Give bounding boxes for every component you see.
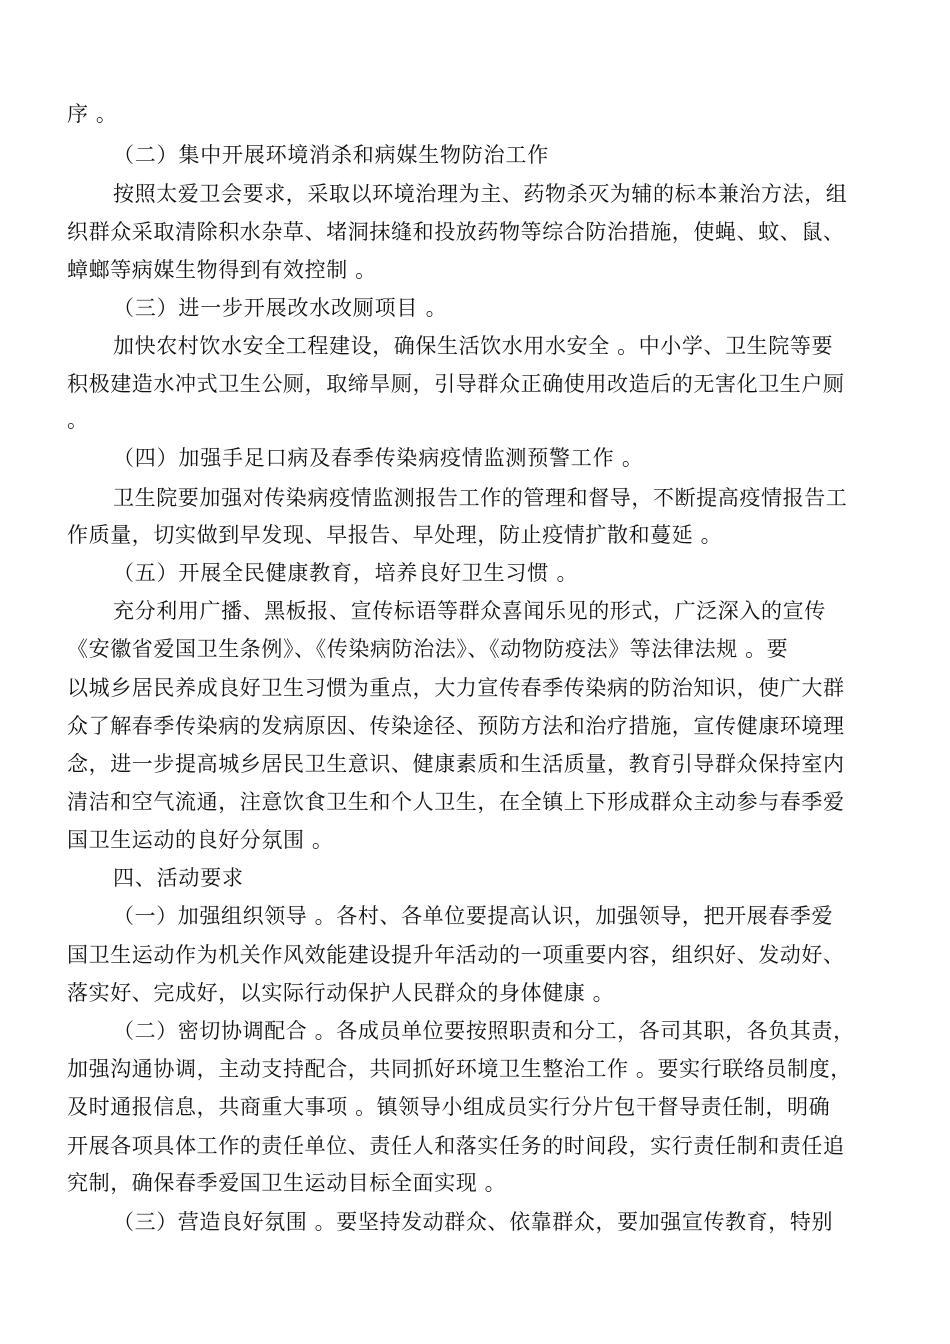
paragraph-line: 清洁和空气流通，注意饮食卫生和个人卫生，在全镇上下形成群众主动参与春季爱 <box>67 790 845 814</box>
paragraph-line: 加强沟通协调，主动支持配合，共同抓好环境卫生整治工作 。要实行联络员制度， <box>67 1057 852 1081</box>
paragraph-line: 念，进一步提高城乡居民卫生意识、健康素质和生活质量，教育引导群众保持室内 <box>67 752 845 776</box>
paragraph-line: 众了解春季传染病的发病原因、传染途径、预防方法和治疗措施，宣传健康环境理 <box>67 714 845 738</box>
paragraph-line: （一）加强组织领导 。各村、各单位要提高认识，加强领导，把开展春季爱 <box>113 904 834 928</box>
paragraph-line: （三）营造良好氛围 。要坚持发动群众、依靠群众，要加强宣传教育，特别 <box>113 1210 834 1234</box>
paragraph-line: 国卫生运动的良好分氛围 。 <box>67 828 334 852</box>
paragraph-line: 织群众采取清除积水杂草、堵洞抹缝和投放药物等综合防治措施，使蝇、蚊、鼠、 <box>67 220 845 244</box>
paragraph-line: 究制，确保春季爱国卫生运动目标全面实现 。 <box>67 1171 507 1195</box>
section-heading: （四）加强手足口病及春季传染病疫情监测预警工作 。 <box>113 446 644 470</box>
paragraph-line: 落实好、完成好，以实际行动保护人民群众的身体健康 。 <box>67 981 615 1005</box>
paragraph-line: 以城乡居民养成良好卫生习惯为重点，大力宣传春季传染病的防治知识，使广大群 <box>67 676 845 700</box>
text-line: 序 。 <box>67 102 118 126</box>
paragraph-line: 充分利用广播、黑板报、宣传标语等群众喜闻乐见的形式，广泛深入的宣传 <box>113 599 826 623</box>
paragraph-line: 积极建造水冲式卫生公厕，取缔旱厕，引导群众正确使用改造后的无害化卫生户厕 <box>67 372 845 396</box>
paragraph-line: 《安徽省爱国卫生条例》、《传染病防治法》、《动物防疫法》等法律法规 。要 <box>67 637 789 661</box>
paragraph-line: 国卫生运动作为机关作风效能建设提升年活动的一项重要内容，组织好、发动好、 <box>67 943 845 967</box>
section-heading: （三）进一步开展改水改厕项目 。 <box>113 296 448 320</box>
section-heading: （五）开展全民健康教育，培养良好卫生习惯 。 <box>113 561 579 585</box>
section-heading: 四、活动要求 <box>113 866 244 890</box>
paragraph-line: 开展各项具体工作的责任单位、责任人和落实任务的时间段，实行责任制和责任追 <box>67 1134 845 1158</box>
section-heading: （二）集中开展环境消杀和病媒生物防治工作 <box>113 143 549 167</box>
paragraph-line: 作质量，切实做到早发现、早报告、早处理，防止疫情扩散和蔓延 。 <box>67 523 723 547</box>
paragraph-line: 按照太爱卫会要求，采取以环境治理为主、药物杀灭为辅的标本兼治方法，组 <box>113 182 848 206</box>
paragraph-line: 及时通报信息，共商重大事项 。镇领导小组成员实行分片包干督导责任制，明确 <box>67 1095 831 1119</box>
paragraph-line: 。 <box>67 408 89 432</box>
paragraph-line: 蟑螂等病媒生物得到有效控制 。 <box>67 258 377 282</box>
paragraph-line: （二）密切协调配合 。各成员单位要按照职责和分工，各司其职，各负其责， <box>113 1019 855 1043</box>
paragraph-line: 卫生院要加强对传染病疫情监测报告工作的管理和督导，不断提高疫情报告工 <box>113 486 848 510</box>
paragraph-line: 加快农村饮水安全工程建设，确保生活饮水用水安全 。中小学、卫生院等要 <box>113 334 834 358</box>
